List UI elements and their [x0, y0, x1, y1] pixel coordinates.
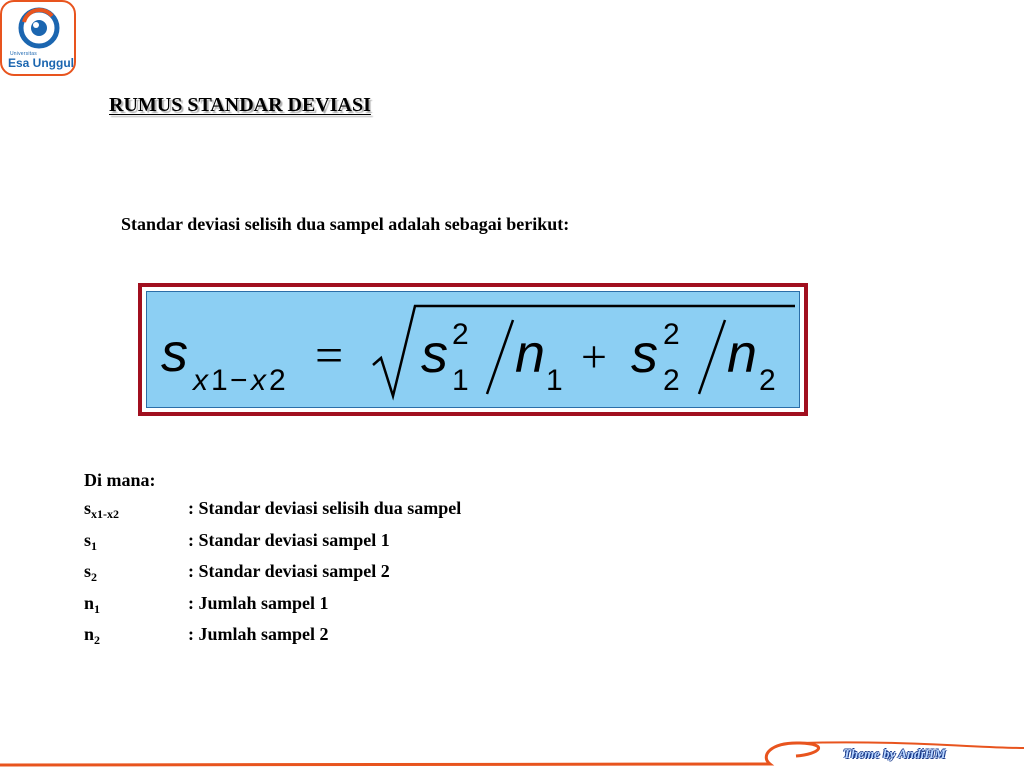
term1-div-sub: 1: [546, 364, 563, 397]
slide-title: RUMUS STANDAR DEVIASI: [109, 94, 371, 116]
term1-var: s: [421, 324, 448, 384]
legend-description: : Jumlah sampel 2: [188, 624, 329, 645]
logo-name: Esa Unggul: [8, 56, 75, 70]
term1-sub: 1: [452, 364, 469, 397]
formula-panel: [146, 291, 800, 408]
formula-plus: +: [581, 331, 607, 382]
legend-symbol: $n_1$: [84, 592, 101, 616]
formula-lhs-sub-minus: −: [230, 364, 248, 397]
legend-description: : Jumlah sampel 1: [188, 592, 329, 613]
legend-description: : Standar deviasi selisih dua sampel: [188, 498, 462, 518]
formula-lhs-sub-1: 1: [211, 364, 228, 397]
formula-equation: [147, 292, 801, 409]
legend-description: : Standar deviasi sampel 2: [188, 561, 390, 582]
term2-sup: 2: [663, 318, 680, 351]
formula-equals: =: [315, 327, 344, 383]
legend-description: : Standar deviasi sampel 1: [188, 529, 390, 550]
university-logo: [0, 0, 76, 76]
term2-div-sub: 2: [759, 364, 776, 397]
formula-lhs-sub-2: 2: [269, 364, 286, 397]
term1-div: n: [515, 324, 546, 384]
footer-credit: Theme by AndiHM: [843, 746, 946, 761]
legend-symbol: $s_{x1-x2}$: [84, 498, 120, 521]
legend-heading: Di mana:: [84, 470, 156, 490]
term2-slash: [699, 320, 725, 394]
term2-var: s: [631, 324, 658, 384]
formula-box: [138, 283, 808, 416]
formula-lhs-sub-x2: x: [251, 364, 266, 397]
logo-small-text: Universitas: [10, 51, 37, 57]
legend-symbol: $s_2$: [84, 561, 98, 585]
term1-sup: 2: [452, 318, 469, 351]
term1-slash: [487, 320, 513, 394]
formula-lhs-sub-x1: x: [193, 364, 208, 397]
formula-lhs-symbol: s: [161, 323, 188, 383]
legend-symbol: $s_1$: [84, 529, 98, 553]
legend-symbol: $n_2$: [84, 624, 101, 648]
intro-text: Standar deviasi selisih dua sampel adalah sebagai berikut:: [121, 214, 570, 234]
footer: [0, 734, 1024, 768]
term2-div: n: [727, 324, 758, 384]
term2-sub: 2: [663, 364, 680, 397]
